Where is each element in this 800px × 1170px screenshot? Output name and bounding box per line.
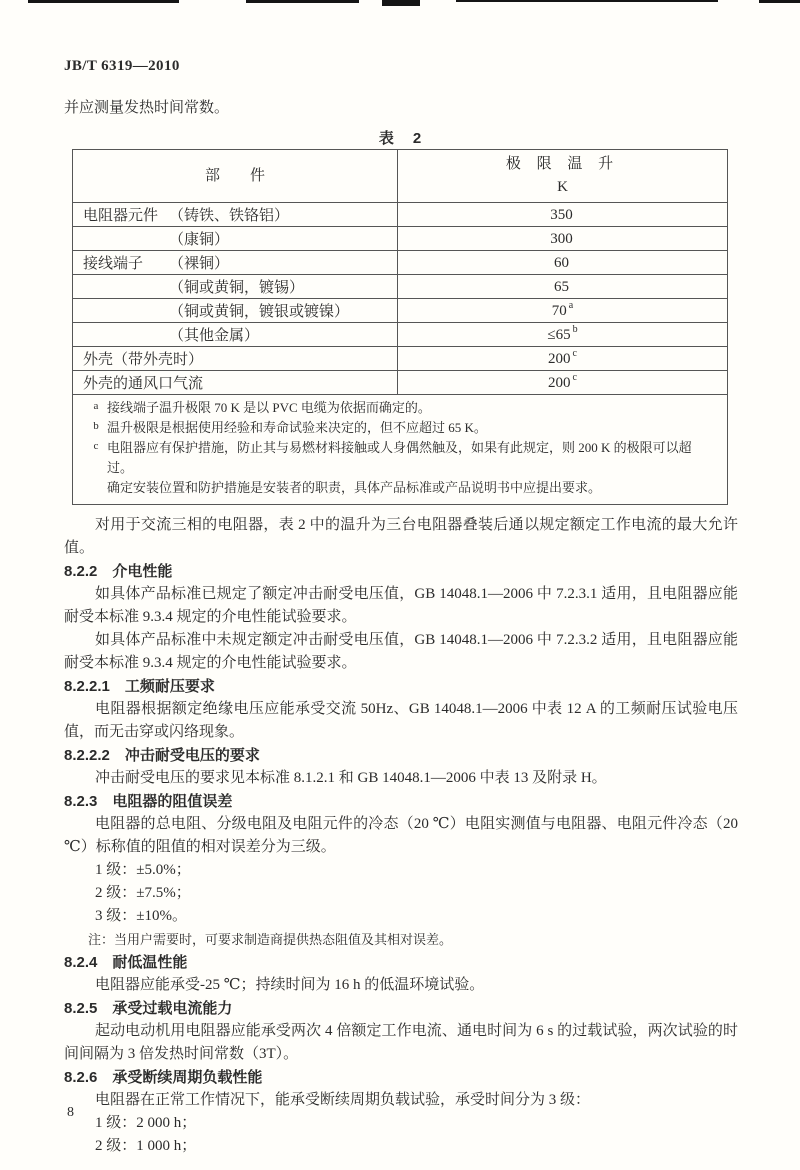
footnote-ref: a — [568, 300, 574, 311]
table-row — [73, 347, 728, 371]
table-row — [73, 227, 728, 251]
paragraph: 电阻器的总电阻、分级电阻及电阻元件的冷态（20 ℃）电阻实测值与电阻器、电阻元件冷态（20 ℃）标称值的阻值的相对误差分为三级。 — [64, 816, 738, 855]
footnote-marker: a — [93, 400, 99, 412]
part-material: （铜或黄铜，镀银或镀镍） — [169, 304, 350, 320]
limit-value: 200 — [548, 351, 571, 367]
table-row — [73, 299, 728, 323]
table-row — [73, 275, 728, 299]
section-heading: 8.2.2.1 工频耐压要求 — [64, 678, 215, 695]
list-item: 1 级：±5.0%； — [95, 862, 191, 878]
paragraph: 起动电动机用电阻器应能承受两次 4 倍额定工作电流、通电时间为 6 s 的过载试验，两次试验的时间间隔为 3 倍发热时间常数（3T）。 — [64, 1023, 738, 1062]
part-material: （康铜） — [169, 232, 230, 248]
list-item: 2 级：±7.5%； — [95, 885, 191, 901]
scan-artifact — [28, 0, 179, 3]
paragraph: 对用于交流三相的电阻器，表 2 中的温升为三台电阻器叠装后通以规定额定工作电流的最大允许值。 — [64, 517, 738, 556]
part-group: 接线端子 — [83, 256, 144, 272]
part-group: 外壳的通风口气流 — [83, 376, 204, 392]
temperature-rise-table — [72, 149, 728, 505]
table-row — [73, 203, 728, 227]
paragraph: 如具体产品标准已规定了额定冲击耐受电压值，GB 14048.1—2006 中 7.2.3.1 适用，且电阻器应能耐受本标准 9.3.4 规定的介电性能试验要求。 — [64, 586, 738, 625]
col-header-limit-unit: K — [557, 179, 568, 195]
part-group: 外壳（带外壳时） — [83, 352, 204, 368]
footnote-ref: b — [572, 324, 578, 335]
part-material: （裸铜） — [169, 256, 230, 272]
table-row — [73, 371, 728, 395]
section-heading: 8.2.4 耐低温性能 — [64, 954, 188, 971]
footnote-text — [107, 438, 717, 498]
table-footnote — [85, 438, 717, 498]
section-heading: 8.2.3 电阻器的阻值误差 — [64, 793, 233, 810]
section-heading: 8.2.5 承受过载电流能力 — [64, 1000, 233, 1017]
paragraph: 电阻器应能承受-25 ℃；持续时间为 16 h 的低温环境试验。 — [95, 977, 485, 993]
col-header-limit-title: 极 限 温 升 — [505, 156, 620, 172]
list-item: 1 级：2 000 h； — [95, 1115, 197, 1131]
limit-value: 70 — [551, 303, 567, 319]
scan-artifact — [382, 0, 420, 6]
footnote-line: 确定安装位置和防护措施是安装者的职责，具体产品标准或产品说明书中应提出要求。 — [107, 480, 602, 495]
part-group: 电阻器元件 — [83, 208, 159, 224]
list-item: 3 级：±10%。 — [95, 908, 187, 924]
table-header-row — [73, 150, 728, 203]
footnote-text: 接线端子温升极限 70 K 是以 PVC 电缆为依据而确定的。 — [107, 400, 431, 415]
limit-value: 300 — [550, 231, 573, 247]
part-material: （铜或黄铜，镀锡） — [169, 280, 305, 296]
page-number: 8 — [67, 1105, 74, 1120]
note: 注：当用户需要时，可要求制造商提供热态阻值及其相对误差。 — [88, 932, 453, 947]
paragraph: 电阻器根据额定绝缘电压应能承受交流 50Hz、GB 14048.1—2006 中表 12 A 的工频耐压试验电压值，而无击穿或闪络现象。 — [64, 701, 738, 740]
footnote-ref: c — [572, 348, 577, 359]
limit-value: 200 — [548, 375, 571, 391]
part-material: （铸铁、铁铬铝） — [169, 208, 290, 224]
section-heading: 8.2.2.2 冲击耐受电压的要求 — [64, 747, 260, 764]
footnote-line: 电阻器应有保护措施，防止其与易燃材料接触或人身偶然触及，如果有此规定，则 200 K 的极限可以超过。 — [107, 440, 692, 475]
document-body — [64, 514, 738, 1158]
limit-value: 65 — [554, 279, 569, 295]
paragraph: 如具体产品标准中未规定额定冲击耐受电压值，GB 14048.1—2006 中 7.2.3.2 适用，且电阻器应能耐受本标准 9.3.4 规定的介电性能试验要求。 — [64, 632, 738, 671]
part-material: （其他金属） — [169, 328, 260, 344]
list-item: 2 级：1 000 h； — [95, 1138, 197, 1154]
paragraph: 冲击耐受电压的要求见本标准 8.1.2.1 和 GB 14048.1—2006 中表 13 及附录 H。 — [95, 770, 607, 786]
table-row — [73, 323, 728, 347]
table-footnote — [85, 418, 717, 438]
footnote-text: 温升极限是根据使用经验和寿命试验来决定的，但不应超过 65 K。 — [107, 420, 487, 435]
limit-value: 350 — [550, 207, 573, 223]
footnote-marker: b — [93, 420, 99, 432]
scan-artifact — [759, 0, 800, 3]
intro-paragraph: 并应测量发热时间常数。 — [64, 100, 230, 116]
footnote-ref: c — [572, 372, 577, 383]
col-header-part: 部 件 — [73, 150, 398, 203]
table-footnotes-row — [73, 395, 728, 505]
section-heading: 8.2.6 承受断续周期负载性能 — [64, 1069, 263, 1086]
scan-artifact — [456, 0, 718, 2]
standard-number: JB/T 6319—2010 — [64, 58, 180, 74]
limit-value: 60 — [554, 255, 569, 271]
table-row — [73, 251, 728, 275]
table-footnote — [85, 398, 717, 418]
footnote-marker: c — [93, 440, 99, 452]
paragraph: 电阻器在正常工作情况下，能承受断续周期负载试验，承受时间分为 3 级： — [95, 1092, 591, 1108]
col-header-limit — [398, 150, 728, 203]
scan-artifact — [246, 0, 359, 3]
table-caption: 表 2 — [378, 130, 424, 147]
section-heading: 8.2.2 介电性能 — [64, 563, 173, 580]
limit-value: ≤65 — [547, 327, 571, 343]
